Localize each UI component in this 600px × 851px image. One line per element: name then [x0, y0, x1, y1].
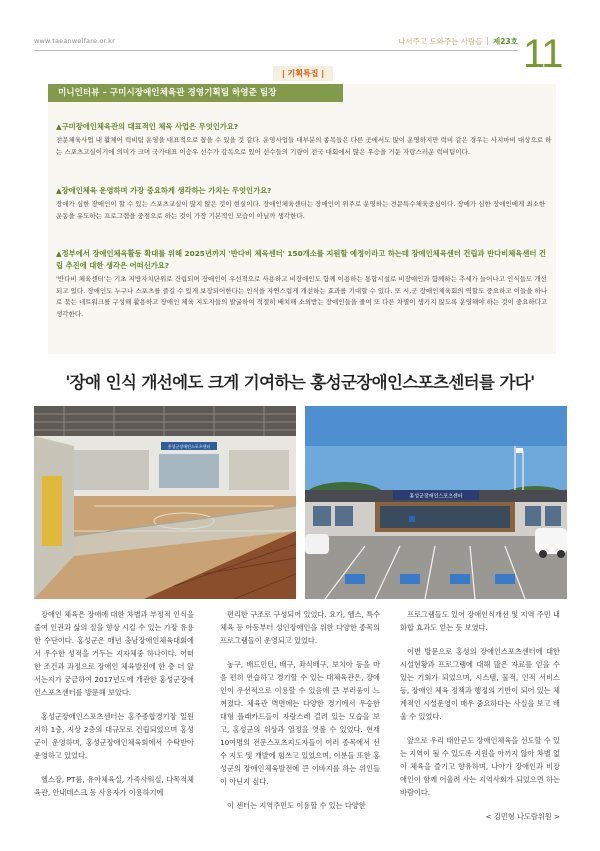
interview-title: 미니인터뷰 – 구미시장애인체육관 경영기획팀 하영준 팀장 [48, 84, 343, 102]
article-title: '장애 인식 개선에도 크게 기여하는 홍성군장애인스포츠센터를 가다' [65, 373, 535, 392]
article-paragraph: 앞으로 우리 태안군도 장애인체육을 선도할 수 있는 지역이 될 수 있도록 지원을 아끼지 않아 차별 없이 체육을 즐기고 향유하며, 나아가 장애인과 비장애인이 함께 어울려 사는 지역사회가 되었으면 하는 바람이다. [400, 736, 560, 797]
article-column-1 [34, 608, 194, 810]
article-column-3 [400, 608, 560, 834]
building-exterior-illustration [305, 406, 567, 599]
court-banner-text: 홍성군장애인스포츠센터 [167, 444, 211, 449]
building-sign-text: 홍성군장애인스포츠센터 [409, 493, 463, 500]
interview-question: ▲장애인체육 운영하며 가장 중요하게 생각하는 가치는 무엇인가요? [56, 186, 272, 195]
header-separator: | [486, 36, 489, 45]
page-number: 11 [523, 32, 563, 76]
interview-answer: '반다비 체육센터'는 기초 지방자치단위로 건립되며 장애인이 우선적으로 사용하고 비장애인도 함께 이용하는 통합시설로 비장애인과 함께하는 추세가 늘어나고 인식들도 개선되고 있다. 장애인도 누구나 스포츠를 즐길 수 있게 보장되어한다는 인식을 자연스럽게 개선하는 효과를 기대할 수 있다. 또 시,군 장애인체육회의 역할도 중요하고 이들을 하나로 묶는 네트워크를 구성해 활용하고 장애인 체육 지도자들의 발굴하여 적절히 배치해 소외받는 장애인들을 줄여 또 다른 차별이 생기지 않도록 운영해야 하는 것이 중요하다고 생각한다. [56, 275, 548, 318]
interview-answer: 장애가 심한 장애인이 할 수 있는 스포츠교실이 많지 않은 것이 현실이다. 장애인체육센터는 장애인이 위주로 운영하는 전문특수체육중심이다. 장애가 심한 장애인에게 최소한 운동을 유도하는 프로그램을 중점으로 하는 것이 가장 기본적인 모습이 아닐까 생각한다. [56, 200, 546, 220]
building-exterior-photo [305, 406, 567, 599]
article-paragraph: 이 센터는 지역주민도 이용할 수 있는 다양한 [227, 801, 366, 810]
article-paragraph: 홍성군장애인스포츠센터는 홍주종합경기장 일원 지하 1층, 지상 2층의 대규모로 건립되었으며 홍성군이 운영하며, 홍성군장애인체육회에서 수탁받아 운영하고 있었다. [34, 712, 194, 760]
newsletter-slogan: 나서주고 도와주는 사람들 [398, 37, 483, 46]
qa-block-2 [56, 185, 552, 222]
site-url: www.taeanwelfare.or.kr [34, 37, 115, 45]
article-paragraph: 헬스장, PT룸, 유아체육실, 가족사워실, 다목적체육관, 안내데스크 등 사용자가 이용하기에 [34, 775, 194, 797]
interview-answer: 전문체육사업 내 활체어 럭비팀 운영을 대표적으로 꼽을 수 있을 것 같다. 운영사업들 대부분의 종목들은 다른 곳에서도 많이 운영하지만 럭비 같은 경우는 사지마비 대상으로 하는 스포츠고실이기에 의미가 크며 국가대표 이승우 선수가 감독으로 있어 선수들의 기량이 전국 대회에서 많은 우승을 거둔 자랑스러운 럭비팀이다. [56, 136, 552, 156]
article-paragraph: 장애인 체육은 장애에 대한 차별과 부정적 인식을 줄여 인권과 삶의 질을 향상 시킬 수 있는 가장 유용한 수단이다. 홍성군은 매년 충남장애인체육대회에서 우수한 성적을 거두는 지자체중 하나이다. 어떠한 조건과 과정으로 장애인 체육발전에 한 층 더 앞서는지가 궁금하여 2017년도에 개관한 홍성군장애인스포츠센터를 방문해 보았다. [34, 610, 194, 697]
interview-question: ▲정부에서 장애인체육활동 확대를 위해 2025년까지 '반다비 체육센터' 150개소를 지원할 예정이라고 하는데 장애인체육센터 건립과 반다비체육센터 건립 추진에 대한 생각은 어떠신가요? [56, 249, 547, 270]
qa-block-1 [56, 121, 552, 158]
interview-question: ▲구미장애인체육관의 대표적인 체육 사업은 무엇인가요? [56, 122, 239, 131]
article-paragraph: 농구, 배드민턴, 배구, 좌식배구, 보치아 등을 마음 편히 연습하고 경기할 수 있는 대체육관은, 장애인이 우선적으로 이용할 수 있음에 큰 부러움이 느껴졌다. 체육관 벽면에는 다양한 경기에서 우승한 대형 플래카드들이 자랑스레 걸려 있는 모습을 보고, 홍성군의 위상과 열정을 엿볼 수 있었다. 현재 10여명의 전문스포츠지도자들이 여러 종목에서 선수 지도 및 개발에 힘쓰고 있었으며, 이분들 또한 홍성군의 장애인체육발전에 큰 이바지를 하는 위인들이 아닌지 싶다. [220, 660, 380, 786]
gym-interior-illustration [34, 406, 296, 599]
article-paragraph: 편리한 구조로 구성되어 있었다. 요가, 헬스, 특수체육 등 아동부터 성인장애인을 위한 다양한 종목의 프로그램들이 운영되고 있었다. [220, 610, 380, 645]
qa-block-3 [56, 248, 552, 320]
section-tag: | 기획특집 | [273, 66, 333, 81]
article-column-2 [220, 608, 380, 823]
issue-number: 제23호 [493, 37, 518, 46]
header-rule [34, 50, 518, 51]
gym-interior-photo [34, 406, 296, 599]
article-byline: < 김민형 나도람위원 > [485, 812, 560, 821]
article-paragraph: 프로그램들도 있어 장애인식개선 및 지역 주민 내 화합 효과도 얻는 듯 보였다. [400, 610, 560, 632]
article-paragraph: 이번 방문으로 홍성의 장애인스포츠센터에 대한 시설현황과 프로그램에 대해 많은 자료를 얻을 수 있는 기회가 되었으며, 시스템, 물적, 인적 서비스 등, 장애인 체육 정책과 행정의 기반이 되어 있는 체계적인 시설운영이 매우 중요하다는 사실을 보고 배울 수 있었다. [400, 647, 560, 721]
